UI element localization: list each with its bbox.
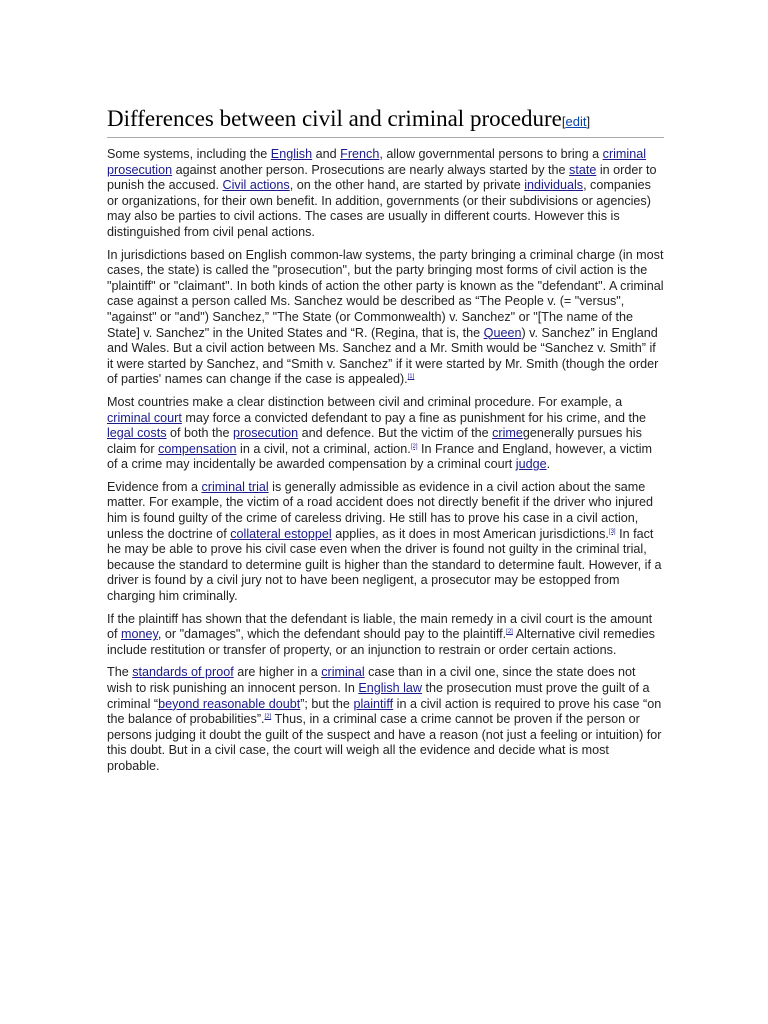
paragraph-3 — [107, 395, 664, 473]
link-criminal-court[interactable]: criminal court — [107, 410, 182, 425]
link-english[interactable]: English — [270, 147, 313, 161]
text: generally pursues his claim for — [107, 426, 642, 456]
link-judge[interactable]: judge — [515, 457, 547, 472]
text: Some systems, including the — [107, 147, 271, 161]
text: in order to punish the accused. — [107, 162, 657, 193]
link-compensation[interactable]: compensation — [158, 441, 237, 456]
text: , allow governmental persons to bring a — [379, 147, 603, 161]
text: The — [107, 665, 133, 680]
paragraph-5 — [107, 612, 664, 659]
text: in a civil action is required to prove his case “on the balance of probabilities”. — [107, 696, 662, 727]
reference-2[interactable]: [2] — [506, 629, 513, 636]
text: Thus, in a criminal case a crime cannot be proven if the person or persons judging it doubt the guilt of the suspect and have a reason (not just a feeling or intuition) for this doubt. But in a civil case, the court will weigh all the evidence and decide what is most probable. — [107, 712, 662, 773]
reference-2[interactable]: [2] — [410, 443, 418, 450]
text: and defence. But the victim of the — [298, 426, 493, 441]
text: applies, as it does in most American jurisdictions. — [331, 526, 609, 541]
section-title: Differences between civil and criminal procedure — [107, 106, 562, 131]
link-civil-actions[interactable]: Civil actions — [222, 178, 290, 193]
text: If the plaintiff has shown that the defendant is liable, the main remedy in a civil court is the amount of — [107, 611, 653, 642]
edit-bracket-close: ] — [586, 114, 591, 129]
link-collateral-estoppel[interactable]: collateral estoppel — [230, 526, 332, 541]
text: . — [546, 457, 551, 472]
reference-3[interactable]: [3] — [608, 528, 616, 535]
text: is generally admissible as evidence in a civil action about the same matter. For example, the victim of a road accident does not directly benefit if the driver who injured him is found guilty of the crime of careless driving. He still has to prove his case in a civil action, unless the doctrine of — [107, 479, 653, 541]
link-english-law[interactable]: English law — [358, 681, 423, 695]
text: ”; but the — [300, 696, 354, 711]
text: may force a convicted defendant to pay a fine as punishment for his crime, and the — [181, 410, 647, 425]
link-criminal-prosecution[interactable]: criminal prosecution — [107, 147, 647, 177]
text: in a civil, not a criminal, action. — [236, 441, 411, 456]
reference-1[interactable]: [1] — [407, 374, 415, 381]
text: , on the other hand, are started by private — [289, 178, 525, 193]
text: Most countries make a clear distinction between civil and criminal procedure. For example, a — [107, 394, 623, 409]
text: Evidence from a — [107, 479, 202, 494]
link-legal-costs[interactable]: legal costs — [107, 426, 167, 441]
paragraph-4 — [107, 480, 664, 605]
paragraph-1 — [107, 147, 664, 241]
paragraph-6 — [107, 665, 664, 774]
link-standards-of-proof[interactable]: standards of proof — [132, 665, 234, 680]
text: In fact he may be able to prove his civil case even when the driver is found not guilty in the criminal trial, because the standard to determine guilt is higher than the standard to determine fault. However, if a driver is found by a civil jury not to have been negligent, a prosecutor may be estopped from charging him criminally. — [107, 526, 662, 604]
text: are higher in a — [233, 665, 322, 680]
link-french[interactable]: French — [340, 147, 380, 161]
link-plaintiff[interactable]: plaintiff — [353, 696, 394, 711]
text: Alternative civil remedies include restitution or transfer of property, or an injunction to restrain or order certain actions. — [107, 627, 655, 657]
link-state[interactable]: state — [569, 162, 597, 177]
section-heading — [107, 104, 664, 138]
text: ) v. Sanchez” in England and Wales. But a civil action between Ms. Sanchez and a Mr. Smith would be “Sanchez v. Smith” if it were started by Sanchez, and “Smith v. Sanchez” if it were started by Mr. Smith (though the order of parties' names can change if the case is appealed). — [107, 325, 659, 387]
text: , or "damages", which the defendant should pay to the plaintiff. — [157, 627, 507, 642]
text: of both the — [166, 426, 234, 441]
link-crime[interactable]: crime — [492, 426, 523, 441]
link-money[interactable]: money — [121, 627, 158, 642]
link-prosecution[interactable]: prosecution — [233, 426, 299, 441]
link-queen[interactable]: Queen — [483, 325, 522, 340]
link-beyond-reasonable-doubt[interactable]: beyond reasonable doubt — [158, 696, 301, 711]
text: , companies or organizations, for their own benefit. In addition, governments (or their subdivisions or agencies) may also be parties to civil actions. The cases are usually in different courts. However this is distinguished from civil penal actions. — [107, 178, 651, 239]
reference-2[interactable]: [2] — [264, 714, 272, 721]
paragraph-2 — [107, 248, 664, 388]
link-individuals[interactable]: individuals — [524, 178, 584, 193]
link-criminal[interactable]: criminal — [321, 665, 365, 680]
edit-link[interactable]: edit — [565, 114, 587, 129]
text: and — [312, 147, 341, 161]
text: case than in a civil one, since the state does not wish to risk punishing an innocent person. In — [107, 665, 636, 695]
text: In jurisdictions based on English common-law systems, the party bringing a criminal charge (in most cases, the state) is called the "prosecution", but the party bringing most forms of civil action is the "plaintiff" or "claimant". In both kinds of action the other party is known as the "defendant". A criminal case against a person called Ms. Sanchez would be described as “The People v. (= "versus", "against" or "and") Sanchez,” "The State (or Commonwealth) v. Sanchez" or "[The name of the State] v. Sanchez" in the United States and “R. (Regina, that is, the — [107, 247, 664, 340]
text: the prosecution must prove the guilt of a criminal “ — [107, 681, 650, 711]
edit-bracket-open: [ — [561, 114, 566, 129]
text: against another person. Prosecutions are nearly always started by the — [172, 162, 570, 177]
link-criminal-trial[interactable]: criminal trial — [201, 479, 269, 494]
article — [107, 104, 664, 775]
text: In France and England, however, a victim of a crime may incidentally be awarded compensation by a criminal court — [107, 441, 652, 472]
